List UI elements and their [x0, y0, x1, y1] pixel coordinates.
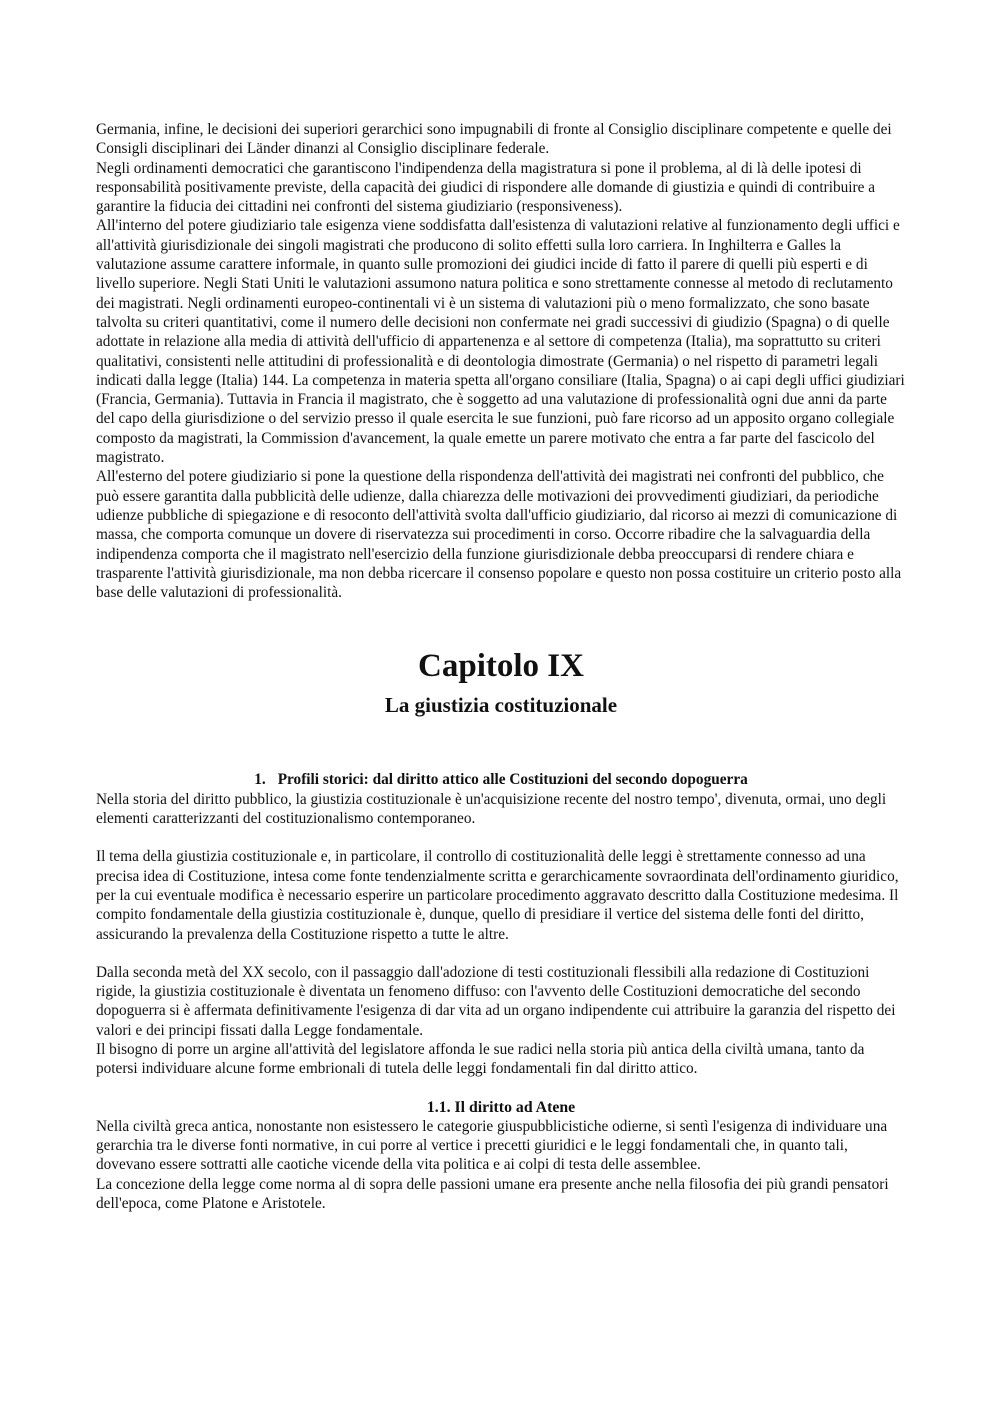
body-paragraph: Negli ordinamenti democratici che garantiscono l'indipendenza della magistratura si pone il problema, al di là delle ipotesi di responsabilità positivamente previste, della capacità dei giudici di rispondere alle domande di giustizia e quindi di contribuire a garantire la fiducia dei cittadini nei confronti del sistema giudiziario (responsiveness). [96, 159, 876, 216]
body-paragraph: Il bisogno di porre un argine all'attività del legislatore affonda le sue radici nella storia più antica della civiltà umana, tanto da potersi individuare alcune forme embrionali di tutela delle leggi fondamentali fin dal diritto attico. [96, 1040, 865, 1078]
body-paragraph: Germania, infine, le decisioni dei superiori gerarchici sono impugnabili di fronte al Consiglio disciplinare competente e quelle dei Consigli disciplinari dei Länder dinanzi al Consiglio disciplinare federale. [96, 121, 892, 158]
section-heading [96, 770, 906, 789]
paragraph-gap [96, 828, 906, 847]
chapter-title: Capitolo IX [418, 648, 584, 685]
section-number: 1. [254, 771, 266, 789]
body-paragraph: La concezione della legge come norma al di sopra delle passioni umane era presente anche nella filosofia dei più grandi pensatori dell'epoca, come Platone e Aristotele. [96, 1175, 889, 1213]
section-heading-text: Profili storici: dal diritto attico alle Costituzioni del secondo dopoguerra [277, 771, 748, 789]
body-paragraph: Nella civiltà greca antica, nonostante non esistessero le categorie giuspubblicistiche odierne, si sentì l'esigenza di individuare una gerarchia tra le diverse fonti normative, in cui porre al vertice i precetti giuridici e le leggi fondamentali che, in quanto tali, dovevano essere sottratti alle caotiche vicende della vita politica e ai colpi di testa delle assemblee. [96, 1117, 888, 1174]
paragraph-gap [96, 944, 906, 963]
body-paragraph: Il tema della giustizia costituzionale e, in particolare, il controllo di costituzionalità delle leggi è strettamente connesso ad una precisa idea di Costituzione, intesa come fonte tendenzialmente scritta e gerarchicamente sovraordinata dell'ordinamento giuridico, per la cui eventuale modifica è necessario esperire un particolare procedimento aggravato descritto dalla Costituzione medesima. Il compito fondamentale della giustizia costituzionale è, dunque, quello di presidiare il vertice del sistema delle fonti del diritto, assicurando la prevalenza della Costituzione rispetto a tutte le altre. [96, 848, 899, 943]
body-paragraph: All'esterno del potere giudiziario si pone la questione della rispondenza dell'attività dei magistrati nei confronti del pubblico, che può essere garantita dalla pubblicità delle udienze, dalla chiarezza delle motivazioni dei provvedimenti giudiziari, da periodiche udienze pubbliche di spiegazione e di resoconto dell'attività svolta dall'ufficio giudiziario, dal ricorso ai mezzi di comunicazione di massa, che comporta comunque un dovere di riservatezza sui procedimenti in corso. Occorre ribadire che la salvaguardia della indipendenza comporta che il magistrato nell'esercizio della funzione giurisdizionale debba preoccuparsi di rendere chiara e trasparente l'attività giurisdizionale, ma non debba ricercare il consenso popolare e questo non possa costituire un criterio posto alla base delle valutazioni di professionalità. [96, 468, 902, 602]
chapter-subtitle: La giustizia costituzionale [384, 693, 618, 718]
subsection-heading: 1.1. Il diritto ad Atene [426, 1098, 576, 1116]
document-page [96, 120, 906, 1213]
body-paragraph: Dalla seconda metà del XX secolo, con il passaggio dall'adozione di testi costituzionali flessibili alla redazione di Costituzioni rigide, la giustizia costituzionale è diventata un fenomeno diffuso: con l'avvento delle Costituzioni democratiche del secondo dopoguerra si è affermata definitivamente l'esigenza di dar vita ad un organo indipendente cui attribuire la garanzia del rispetto dei valori e dei principi fissati dalla Legge fondamentale. [96, 963, 896, 1039]
body-paragraph: Nella storia del diritto pubblico, la giustizia costituzionale è un'acquisizione recente del nostro tempo', divenuta, ormai, uno degli elementi caratterizzanti del costituzionalismo contemporaneo. [96, 790, 887, 828]
body-paragraph: All'interno del potere giudiziario tale esigenza viene soddisfatta dall'esistenza di valutazioni relative al funzionamento degli uffici e all'attività giurisdizionale dei singoli magistrati che producono di solito effetti sulla loro carriera. In Inghilterra e Galles la valutazione assume carattere informale, in quanto sulle promozioni dei giudici incide di fatto il parere di quelli più esperti e di livello superiore. Negli Stati Uniti le valutazioni assumono natura politica e sono strettamente connesse al metodo di reclutamento dei magistrati. Negli ordinamenti europeo-continentali vi è un sistema di valutazioni più o meno formalizzato, che sono basate talvolta su criteri quantitativi, come il numero delle decisioni non confermate nei gradi successivi di giudizio (Spagna) o di quelle adottate in relazione alla media di attività dell'ufficio di appartenenza e al settore di competenza (Italia), ma soprattutto su criteri qualitativi, consistenti nelle attitudini di professionalità e di deontologia dimostrate (Germania) o nel rispetto di parametri legali indicati dalla legge (Italia) 144. La competenza in materia spetta all'organo consiliare (Italia, Spagna) o ai capi degli uffici giudiziari (Francia, Germania). Tuttavia in Francia il magistrato, che è soggetto ad una valutazione di professionalità ogni due anni da parte del capo della giurisdizione o del servizio presso il quale esercita le sue funzioni, può fare ricorso ad un apposito organo collegiale composto da magistrati, la Commission d'avancement, la quale emette un parere motivato che entra a far parte del fascicolo del magistrato. [96, 217, 905, 467]
